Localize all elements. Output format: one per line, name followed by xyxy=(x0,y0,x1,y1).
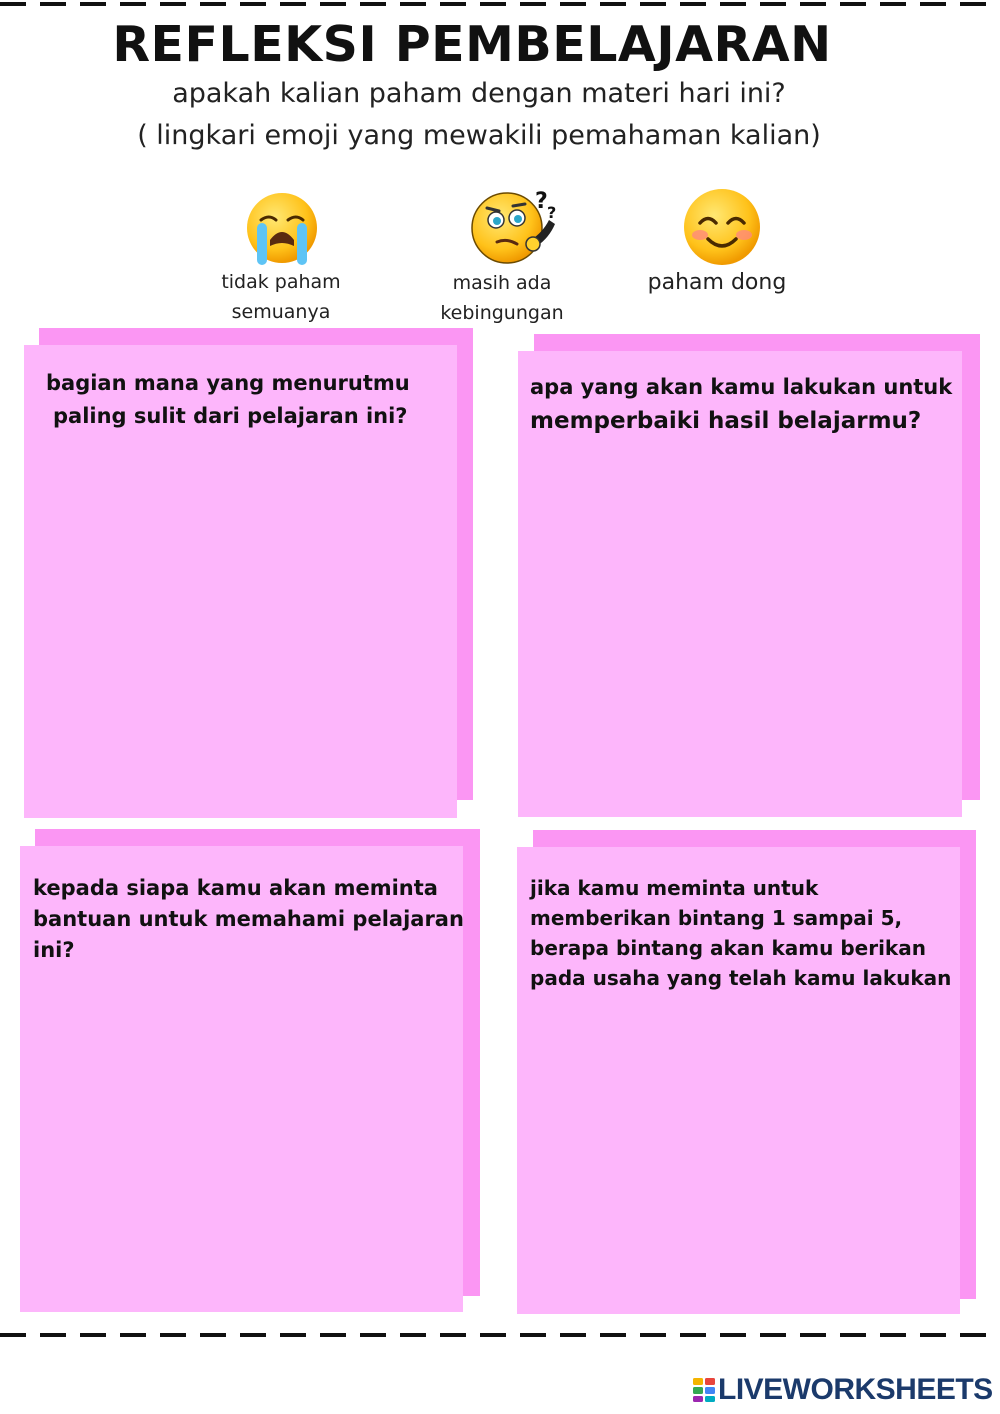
emoji-label-paham-dong: paham dong xyxy=(647,270,787,295)
svg-text:?: ? xyxy=(547,203,557,222)
card-1-question: bagian mana yang menurutmu paling sulit dari pelajaran ini? xyxy=(46,371,410,428)
smiling-face-icon[interactable] xyxy=(681,187,763,269)
card-4-question: jika kamu meminta untuk memberikan bintang 1 sampai 5, berapa bintang akan kamu berikan pada usaha yang telah kamu lakukan xyxy=(530,876,952,990)
top-dashed-separator xyxy=(0,2,1000,6)
page-title: REFLEKSI PEMBELAJARAN xyxy=(112,16,832,73)
page-subtitle: apakah kalian paham dengan materi hari ini? xyxy=(172,78,786,109)
emoji-label-tidak-paham: tidak paham semuanya xyxy=(221,271,341,323)
emoji-label-masih-ada: masih ada kebingungan xyxy=(440,272,564,324)
svg-text:?: ? xyxy=(535,189,548,214)
liveworksheets-logo[interactable] xyxy=(692,1373,993,1407)
liveworksheets-logo-icon xyxy=(692,1377,716,1403)
card-2-question: apa yang akan kamu lakukan untuk memperbaiki hasil belajarmu? xyxy=(530,375,953,434)
page-instruction: ( lingkari emoji yang mewakili pemahaman kalian) xyxy=(137,120,821,151)
crying-face-icon[interactable] xyxy=(241,190,323,272)
bottom-dashed-separator xyxy=(0,1333,1000,1337)
thinking-confused-face-icon[interactable] xyxy=(469,188,561,270)
liveworksheets-logo-text: LIVEWORKSHEETS xyxy=(718,1373,993,1406)
card-3-question: kepada siapa kamu akan meminta bantuan untuk memahami pelajaran ini? xyxy=(33,876,464,962)
